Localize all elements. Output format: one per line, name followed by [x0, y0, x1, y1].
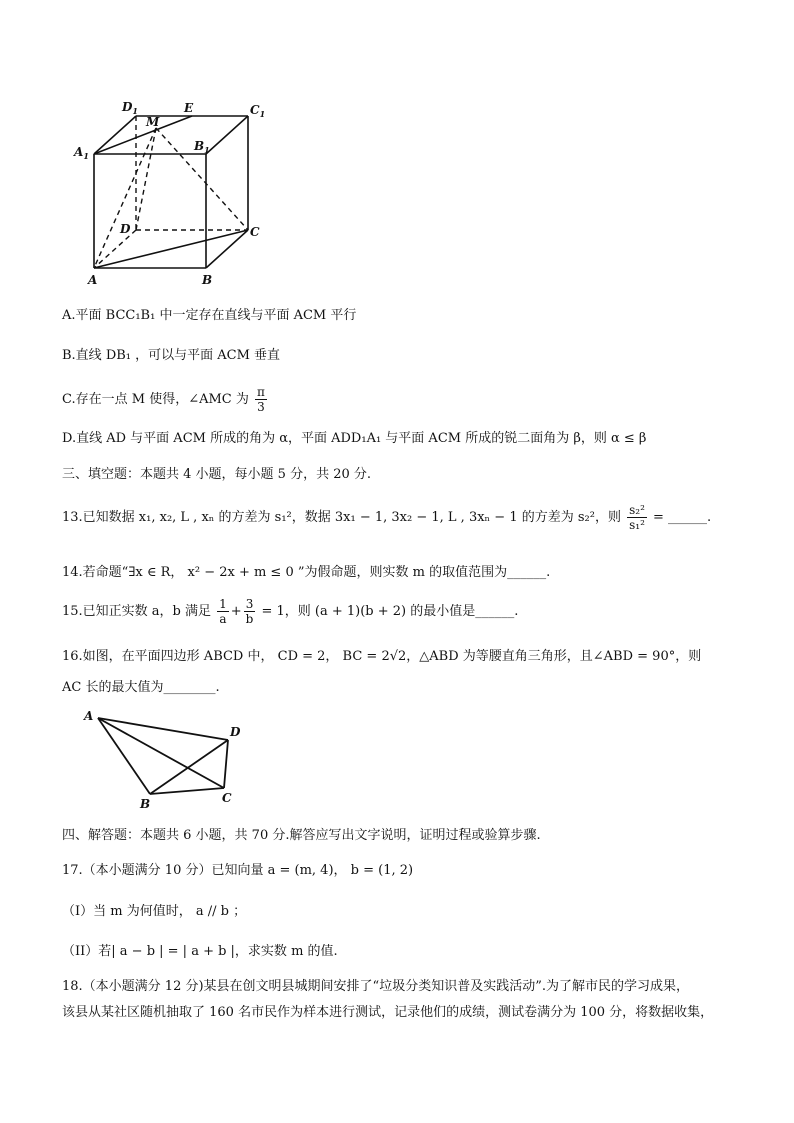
label-D: D — [230, 725, 241, 739]
label-B1: $B_1$ — [194, 139, 210, 155]
quadrilateral-figure — [78, 706, 258, 811]
question-17-stem: 17.（本小题满分 10 分）已知向量 a = (m, 4)， b = (1, 2) — [62, 863, 414, 878]
label-C: C — [250, 225, 260, 239]
label-D1: $D_1$ — [122, 100, 138, 116]
option-c-fraction: $\frac{\pi}{3}$ — [257, 385, 265, 414]
question-18-line-1: 18.（本小题满分 12 分)某县在创文明县城期间安排了“垃圾分类知识普及实践活动”.为了解市民的学习成果， — [62, 979, 689, 994]
question-16-line-1: 16.如图，在平面四边形 ABCD 中， CD = 2， BC = 2√2，△ABD 为等腰直角三角形，且∠ABD = 90°，则 — [62, 649, 702, 664]
label-B: B — [202, 273, 213, 287]
label-A: A — [88, 273, 98, 287]
option-c — [62, 382, 269, 418]
q13-fraction: $\frac{\text{s₂²}}{\text{s₁²}}$ — [629, 503, 645, 532]
q15-answer: = 1，则 (a + 1)(b + 2) 的最小值是______. — [261, 604, 519, 619]
question-14: 14.若命题“∃x ∈ R， x² − 2x + m ≤ 0 ”为假命题，则实数 m 的取值范围为______. — [62, 565, 551, 580]
q13-text: 13.已知数据 x₁, x₂, L , xₙ 的方差为 s₁²，数据 3x₁ − 1, 3x₂ − 1, L , 3xₙ − 1 的方差为 s₂²，则 — [62, 510, 621, 525]
q15-text: 15.已知正实数 a，b 满足 — [62, 604, 212, 619]
q15-fraction-1: $\frac{1}{a}$ — [219, 597, 227, 626]
section-4-heading: 四、解答题：本题共 6 小题，共 70 分.解答应写出文字说明，证明过程或验算步骤. — [62, 828, 541, 843]
option-b: B.直线 DB₁ ，可以与平面 ACM 垂直 — [62, 348, 281, 363]
label-M: M — [146, 115, 160, 129]
question-15: 15.已知正实数 a，b 满足 $\frac{1}{a}$ + $\frac{3}{b}$ = 1，则 (a + 1)(b + 2) 的最小值是______. — [62, 597, 519, 626]
cube-figure — [70, 96, 270, 296]
label-C: C — [222, 791, 232, 805]
label-A: A — [84, 709, 94, 723]
question-13 — [62, 500, 711, 536]
q13-answer-blank: = ______. — [653, 510, 712, 525]
label-A1: $A_1$ — [74, 145, 89, 161]
label-D: D — [120, 222, 131, 236]
question-16-line-2: AC 长的最大值为________. — [62, 680, 220, 695]
question-17-part-1: （I）当 m 为何值时， a // b ； — [62, 904, 247, 919]
option-c-text: C.存在一点 M 使得，∠AMC 为 — [62, 392, 249, 407]
label-C1: $C_1$ — [250, 103, 266, 119]
label-B: B — [140, 797, 151, 811]
q15-fraction-2: $\frac{3}{b}$ — [245, 597, 254, 626]
option-d: D.直线 AD 与平面 ACM 所成的角为 α，平面 ADD₁A₁ 与平面 ACM 所成的锐二面角为 β，则 α ≤ β — [62, 431, 647, 446]
question-18-line-2: 该县从某社区随机抽取了 160 名市民作为样本进行测试，记录他们的成绩，测试卷满分为 100 分，将数据收集， — [62, 1005, 714, 1020]
question-17-part-2: （II）若| a − b | = | a + b |，求实数 m 的值. — [62, 944, 338, 959]
label-E: E — [184, 101, 194, 115]
option-a: A.平面 BCC₁B₁ 中一定存在直线与平面 ACM 平行 — [62, 308, 357, 323]
section-3-heading: 三、填空题：本题共 4 小题，每小题 5 分，共 20 分. — [62, 467, 372, 482]
